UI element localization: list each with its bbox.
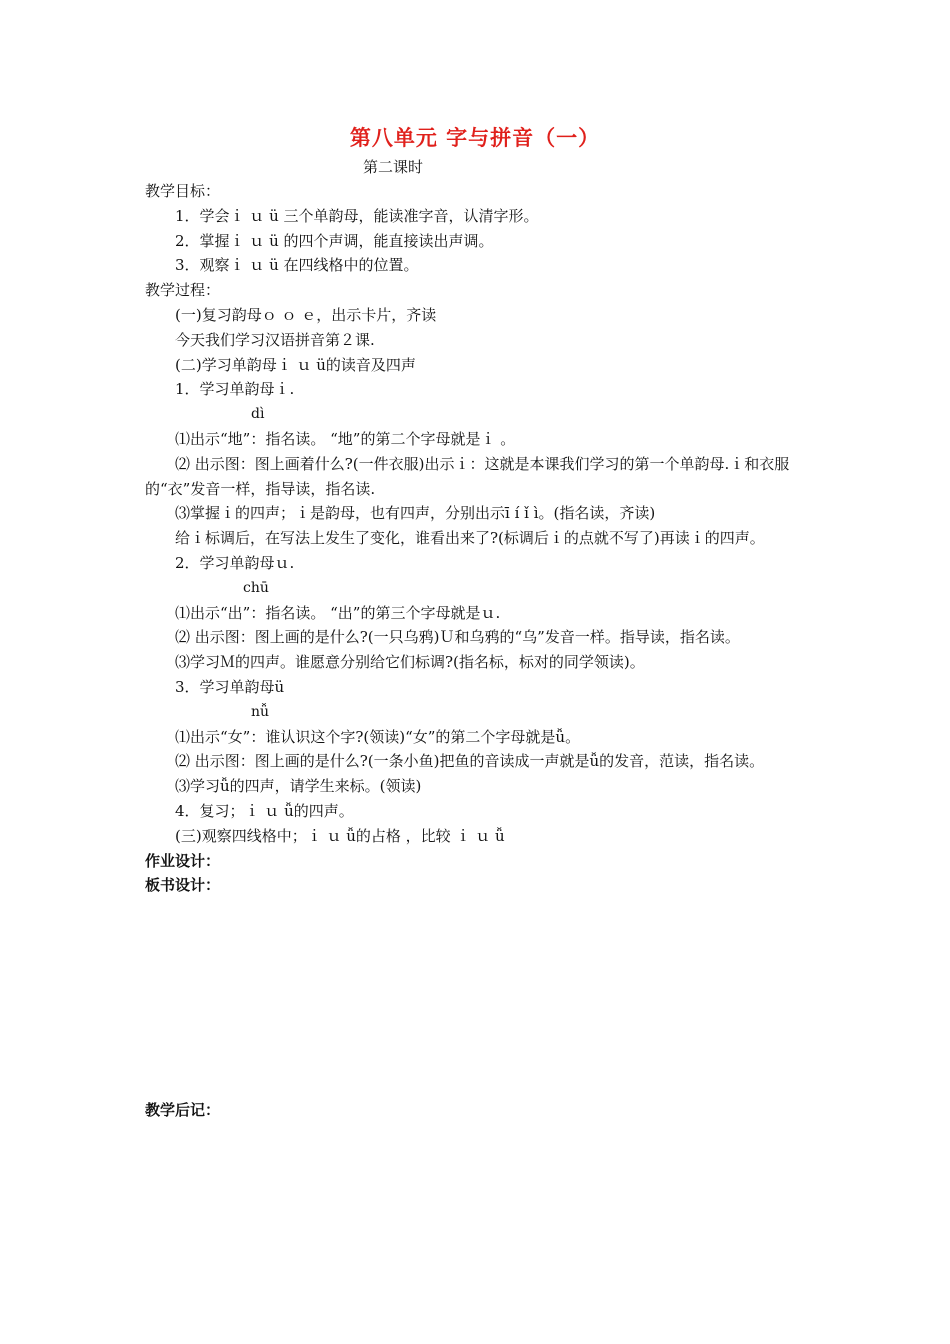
process-line: (二)学习单韵母ｉ ｕ ü的读音及四声 bbox=[175, 355, 416, 374]
process-line: ⑶掌握ｉ的四声；ｉ是韵母，也有四声，分别出示ī í ǐ ì。(指名读，齐读) bbox=[175, 504, 656, 523]
process-line: 3．学习单韵母ü bbox=[175, 677, 285, 696]
process-line: 4．复习；ｉ ｕ ǚ的四声。 bbox=[175, 801, 354, 820]
process-line: ⑶学习Ｍ的四声。谁愿意分别给它们标调?(指名标，标对的同学领读)。 bbox=[175, 653, 645, 672]
afterword-heading: 教学后记： bbox=[145, 1101, 221, 1119]
process-heading: 教学过程： bbox=[145, 281, 221, 300]
process-line: ⑶学习ǚ的四声，请学生来标。(领读) bbox=[175, 777, 422, 796]
goal-item: 2．掌握ｉ ｕ ü 的四个声调，能直接读出声调。 bbox=[175, 231, 494, 250]
process-line: ⑴出示“出”：指名读。 “出”的第三个字母就是ｕ. bbox=[175, 603, 501, 622]
homework-heading: 作业设计： bbox=[145, 851, 221, 870]
goal-item: 3．观察ｉ ｕ ü 在四线格中的位置。 bbox=[175, 256, 419, 275]
process-line: 2．学习单韵母ｕ. bbox=[175, 553, 295, 572]
process-line: ⑴出示“地”：指名读。 “地”的第二个字母就是ｉ 。 bbox=[175, 429, 516, 448]
process-line: 1．学习单韵母ｉ. bbox=[175, 380, 295, 399]
goals-heading: 教学目标： bbox=[145, 182, 221, 200]
pinyin-di: dì bbox=[251, 406, 265, 423]
process-line: ⑵ 出示图：图上画的是什么?(一条小鱼)把鱼的音读成一声就是ǚ的发音，范读，指名读。 bbox=[175, 752, 765, 771]
pinyin-chu: chū bbox=[243, 579, 269, 596]
process-line: 今天我们学习汉语拼音第２课. bbox=[175, 330, 375, 349]
process-line: (三)观察四线格中；ｉ ｕ ǚ的占格 ，比较 ｉ ｕ ǚ bbox=[175, 826, 505, 845]
pinyin-nv: nǚ bbox=[251, 703, 270, 720]
process-line: (一)复习韵母ｏ ｏ ｅ，出示卡片，齐读 bbox=[175, 305, 437, 324]
goal-item: 1．学会ｉ ｕ ü 三个单韵母，能读准字音，认清字形。 bbox=[175, 206, 539, 225]
page-subtitle: 第二课时 bbox=[363, 158, 424, 176]
lesson-content bbox=[145, 179, 810, 898]
process-line: 给ｉ标调后，在写法上发生了变化，谁看出来了?(标调后ｉ的点就不写了)再读ｉ的四声。 bbox=[175, 529, 765, 548]
board-heading: 板书设计： bbox=[145, 876, 221, 895]
process-line: ⑴出示“女”：谁认识这个字?(领读)“女”的第二个字母就是ǚ。 bbox=[175, 727, 581, 746]
page-title: 第八单元 字与拼音（一） bbox=[349, 126, 601, 150]
process-line: ⑵ 出示图：图上画的是什么?(一只乌鸦)Ｕ和乌鸦的“乌”发音一样。指导读，指名读。 bbox=[175, 628, 740, 647]
process-line: ⑵ 出示图：图上画着什么?(一件衣服)出示ｉ：这就是本课我们学习的第一个单韵母.ｉ和衣服的“衣”发音一样，指导读，指名读. bbox=[145, 454, 790, 498]
